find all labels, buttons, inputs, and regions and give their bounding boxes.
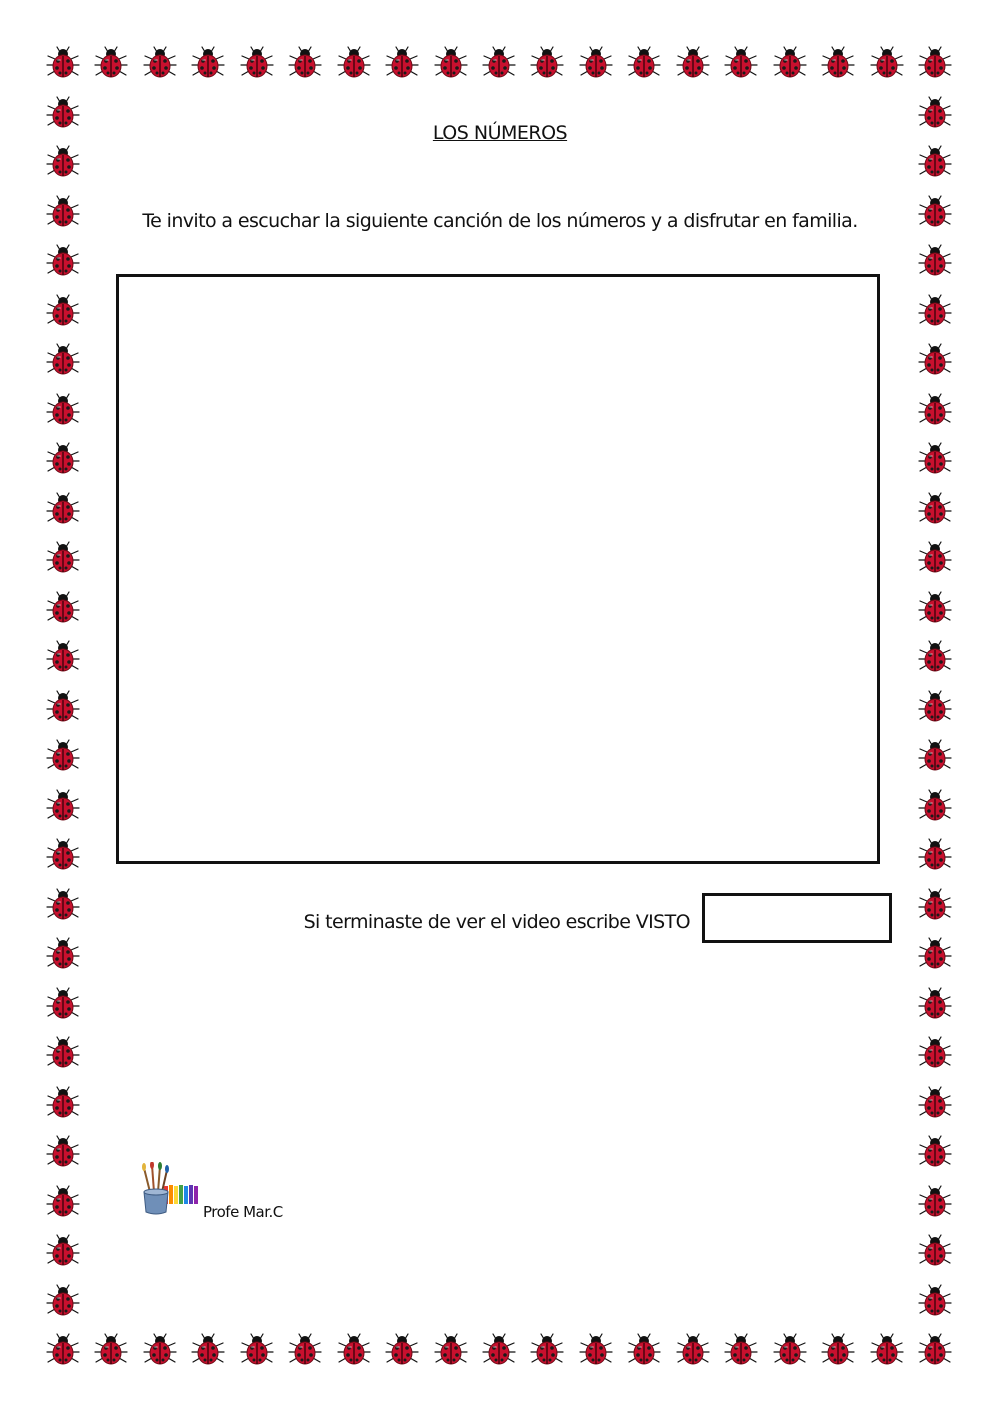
ladybug-icon [481,45,517,81]
ladybug-icon [433,1332,469,1368]
ladybug-icon [917,392,953,428]
ladybug-icon [45,392,81,428]
video-embed-box[interactable] [116,274,880,864]
ladybug-icon [93,1332,129,1368]
ladybug-icon [190,45,226,81]
answer-row [250,893,880,943]
ladybug-icon [917,1134,953,1170]
ladybug-icon [917,342,953,378]
ladybug-icon [45,1332,81,1368]
answer-input[interactable] [702,893,892,943]
ladybug-icon [45,788,81,824]
ladybug-icon [45,837,81,873]
ladybug-icon [917,689,953,725]
ladybug-icon [433,45,469,81]
ladybug-icon [917,590,953,626]
ladybug-icon [45,194,81,230]
ladybug-icon [45,441,81,477]
paintbrush-cup-icon [140,1162,202,1218]
ladybug-icon [287,1332,323,1368]
signature-text: Profe Mar.C [203,1203,283,1221]
ladybug-icon [190,1332,226,1368]
ladybug-icon [45,590,81,626]
ladybug-icon [869,1332,905,1368]
ladybug-icon [45,243,81,279]
ladybug-icon [45,1134,81,1170]
ladybug-icon [142,1332,178,1368]
ladybug-icon [45,1283,81,1319]
ladybug-icon [384,45,420,81]
ladybug-icon [45,342,81,378]
answer-prompt: Si terminaste de ver el video escribe VISTO [303,911,690,933]
ladybug-icon [578,1332,614,1368]
ladybug-icon [626,45,662,81]
ladybug-icon [917,837,953,873]
ladybug-icon [869,45,905,81]
ladybug-icon [45,540,81,576]
ladybug-icon [917,1332,953,1368]
ladybug-icon [45,689,81,725]
ladybug-icon [723,1332,759,1368]
instruction-text: Te invito a escuchar la siguiente canción de los números y a disfrutar en familia. [142,210,858,232]
ladybug-icon [45,293,81,329]
ladybug-icon [917,491,953,527]
ladybug-icon [45,738,81,774]
ladybug-icon [93,45,129,81]
ladybug-icon [917,243,953,279]
ladybug-icon [917,1085,953,1121]
ladybug-icon [45,1035,81,1071]
ladybug-icon [336,45,372,81]
ladybug-icon [578,45,614,81]
ladybug-icon [45,887,81,923]
ladybug-icon [917,1233,953,1269]
ladybug-icon [675,1332,711,1368]
ladybug-icon [917,144,953,180]
ladybug-icon [45,936,81,972]
ladybug-icon [45,1085,81,1121]
ladybug-icon [772,45,808,81]
ladybug-icon [917,540,953,576]
ladybug-icon [917,986,953,1022]
ladybug-icon [45,639,81,675]
signature [140,1162,340,1222]
ladybug-icon [336,1332,372,1368]
ladybug-icon [917,738,953,774]
ladybug-icon [142,45,178,81]
ladybug-icon [675,45,711,81]
ladybug-icon [917,441,953,477]
ladybug-icon [45,986,81,1022]
ladybug-icon [287,45,323,81]
ladybug-icon [45,144,81,180]
ladybug-icon [820,1332,856,1368]
ladybug-icon [917,1035,953,1071]
ladybug-icon [917,936,953,972]
ladybug-icon [723,45,759,81]
ladybug-icon [529,1332,565,1368]
ladybug-icon [529,45,565,81]
ladybug-icon [384,1332,420,1368]
ladybug-icon [45,45,81,81]
ladybug-icon [917,887,953,923]
worksheet-title: LOS NÚMEROS [432,122,568,144]
ladybug-icon [45,491,81,527]
ladybug-icon [481,1332,517,1368]
ladybug-icon [917,1283,953,1319]
ladybug-icon [239,45,275,81]
ladybug-icon [772,1332,808,1368]
ladybug-icon [917,45,953,81]
ladybug-icon [917,293,953,329]
ladybug-icon [45,1184,81,1220]
ladybug-icon [820,45,856,81]
ladybug-icon [45,1233,81,1269]
ladybug-icon [917,194,953,230]
ladybug-icon [239,1332,275,1368]
ladybug-icon [917,639,953,675]
ladybug-icon [626,1332,662,1368]
ladybug-icon [917,788,953,824]
ladybug-icon [917,1184,953,1220]
